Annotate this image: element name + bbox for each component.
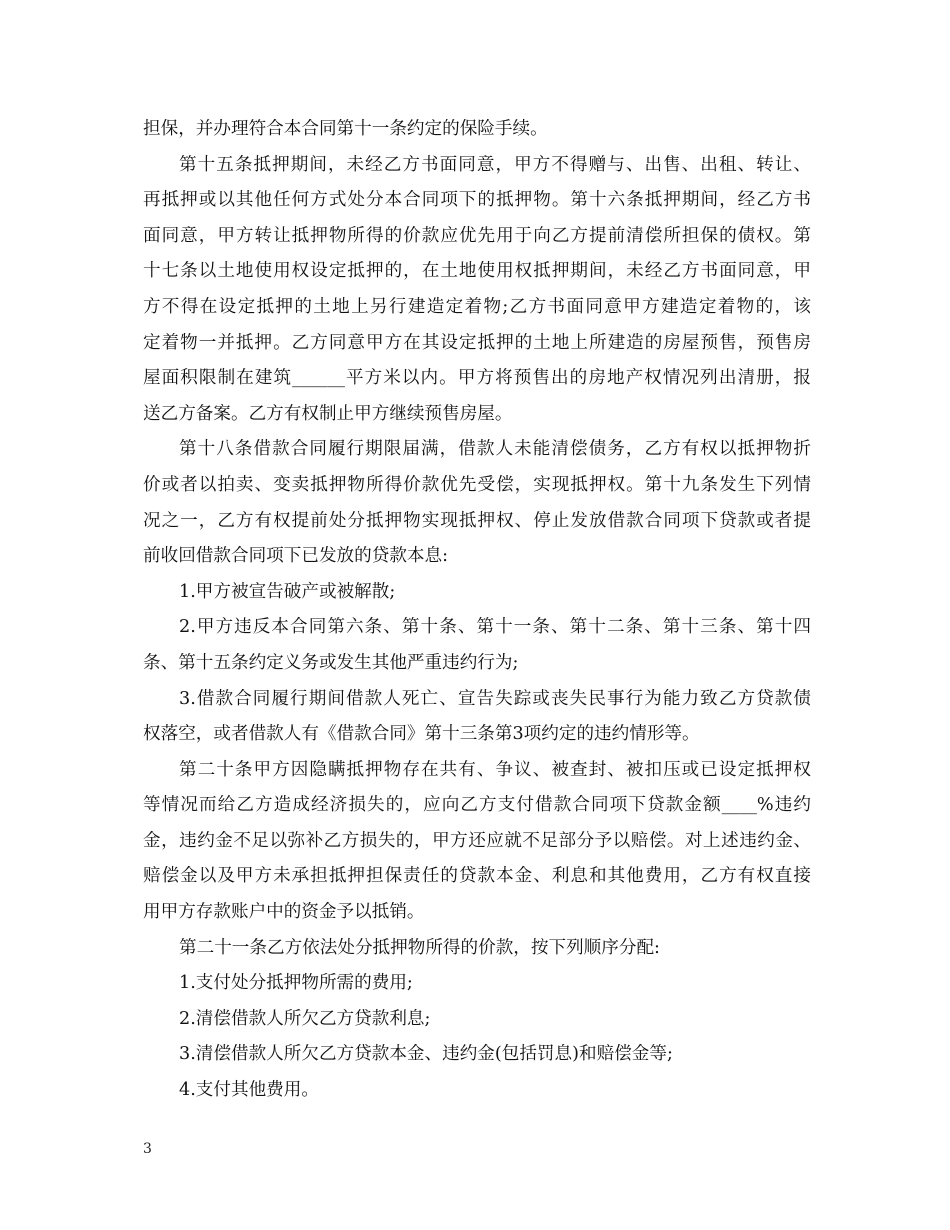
list-item: 3.借款合同履行期间借款人死亡、宣告失踪或丧失民事行为能力致乙方贷款债 xyxy=(179,688,811,709)
list-item: 1.甲方被宣告破产或被解散; xyxy=(179,581,396,602)
text-line: 等情况而给乙方造成经济损失的，应向乙方支付借款合同项下贷款金额____%违约 xyxy=(143,795,811,816)
text-line: 面同意，甲方转让抵押物所得的价款应优先用于向乙方提前清偿所担保的债权。第 xyxy=(143,225,811,246)
text-line: 屋面积限制在建筑______平方米以内。甲方将预售出的房地产权情况列出清册，报 xyxy=(143,368,811,389)
text-line: 条、第十五条约定义务或发生其他严重违约行为; xyxy=(143,652,519,673)
text-line: 第二十一条乙方依法处分抵押物所得的价款，按下列顺序分配: xyxy=(179,937,660,958)
list-item: 2.甲方违反本合同第六条、第十条、第十一条、第十二条、第十三条、第十四 xyxy=(179,617,811,638)
text-line: 第十八条借款合同履行期限届满，借款人未能清偿债务，乙方有权以抵押物折 xyxy=(179,439,811,460)
list-item: 3.清偿借款人所欠乙方贷款本金、违约金(包括罚息)和赔偿金等; xyxy=(179,1044,673,1065)
text-line: 权落空，或者借款人有《借款合同》第十三条第3项约定的违约情形等。 xyxy=(143,724,700,745)
text-line: 再抵押或以其他任何方式处分本合同项下的抵押物。第十六条抵押期间，经乙方书 xyxy=(143,190,811,211)
list-item: 2.清偿借款人所欠乙方贷款利息; xyxy=(179,1008,431,1029)
text-line: 第二十条甲方因隐瞒抵押物存在共有、争议、被查封、被扣压或已设定抵押权 xyxy=(179,759,811,780)
document-body xyxy=(143,112,811,1109)
text-line: 定着物一并抵押。乙方同意甲方在其设定抵押的土地上所建造的房屋预售，预售房 xyxy=(143,332,811,353)
text-line: 前收回借款合同项下已发放的贷款本息: xyxy=(143,546,449,567)
text-line: 送乙方备案。乙方有权制止甲方继续预售房屋。 xyxy=(143,403,513,424)
list-item: 4.支付其他费用。 xyxy=(179,1080,319,1101)
text-line: 第十五条抵押期间，未经乙方书面同意，甲方不得赠与、出售、出租、转让、 xyxy=(179,154,811,175)
text-line: 用甲方存款账户中的资金予以抵销。 xyxy=(143,902,425,923)
text-line: 金，违约金不足以弥补乙方损失的，甲方还应就不足部分予以赔偿。对上述违约金、 xyxy=(143,830,811,851)
text-line: 价或者以拍卖、变卖抵押物所得价款优先受偿，实现抵押权。第十九条发生下列情 xyxy=(143,474,811,495)
list-item: 1.支付处分抵押物所需的费用; xyxy=(179,973,413,994)
page-number: 3 xyxy=(143,1141,152,1157)
text-line: 况之一，乙方有权提前处分抵押物实现抵押权、停止发放借款合同项下贷款或者提 xyxy=(143,510,811,531)
text-line: 十七条以土地使用权设定抵押的，在土地使用权抵押期间，未经乙方书面同意，甲 xyxy=(143,261,811,282)
text-line: 赔偿金以及甲方未承担抵押担保责任的贷款本金、利息和其他费用，乙方有权直接 xyxy=(143,866,811,887)
text-line: 方不得在设定抵押的土地上另行建造定着物;乙方书面同意甲方建造定着物的，该 xyxy=(143,296,811,317)
text-line: 担保，并办理符合本合同第十一条约定的保险手续。 xyxy=(143,119,548,139)
